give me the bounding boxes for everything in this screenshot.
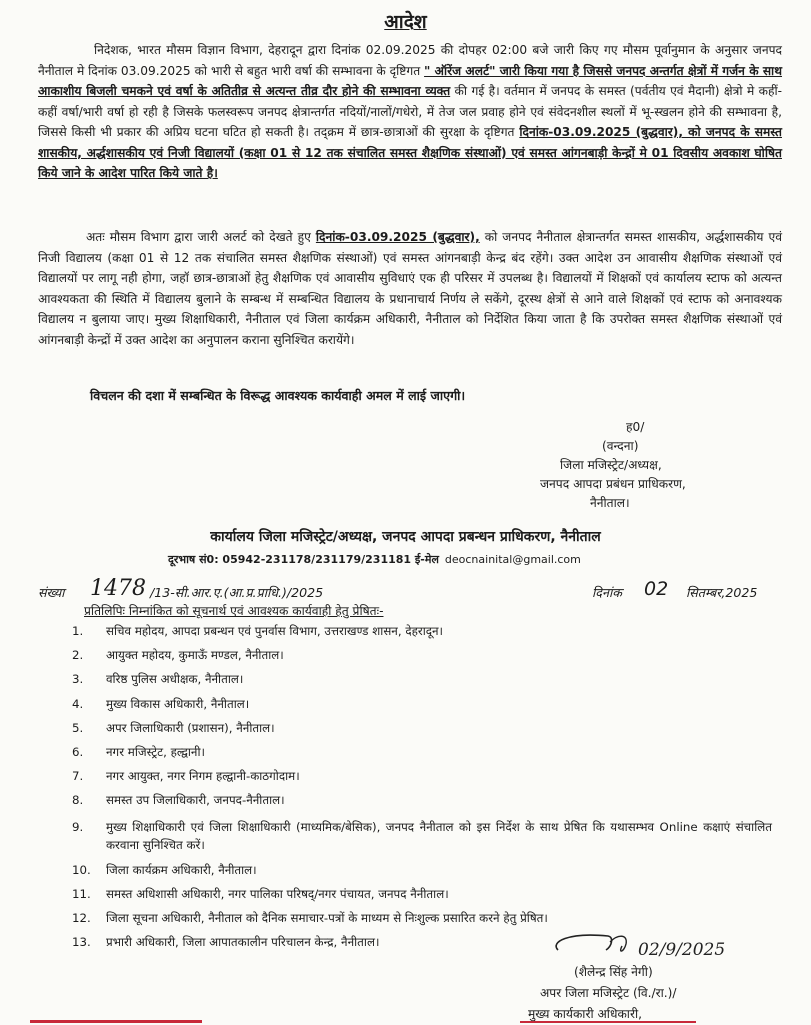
list-item: 7. नगर आयुक्त, नगर निगम हल्द्वानी-काठगोदाम।: [72, 769, 300, 784]
dm-signature-block: [540, 418, 770, 513]
order-paragraph-1: [38, 40, 782, 184]
holiday-declaration: दिनांक-03.09.2025 (बुद्धवार), को जनपद के समस्त शासकीय, अर्द्धशासकीय एवं निजी विद्यालयों (कक्षा 01 से 12 तक संचालित समस्त शैक्षणिक संस्थाओं) एवं समस्त आंगनबाड़ी केन्द्रों मे 01 दिवसीय अवकाश घोषित किये जाने के आदेश पारित किये जाते है।: [38, 125, 782, 180]
list-item: 12. जिला सूचना अधिकारी, नैनीताल को दैनिक समाचार-पत्रों के माध्यम से निःशुल्क प्रसारित करने हेतु प्रेषित।: [72, 911, 548, 926]
handwritten-signature: [548, 928, 778, 964]
list-item: 8. समस्त उप जिलाधिकारी, जनपद-नैनीताल।: [72, 793, 285, 808]
date-month: सितम्बर,2025: [686, 585, 758, 600]
list-item: 3. वरिष्ठ पुलिस अधीक्षक, नैनीताल।: [72, 672, 244, 687]
list-item: 6. नगर मजिस्ट्रेट, हल्द्वानी।: [72, 744, 205, 759]
reference-label: संख्या: [38, 585, 65, 600]
recipient-list: [72, 624, 772, 959]
copy-label: प्रतिलिपिः: [84, 604, 125, 618]
dm-authority: जनपद आपदा प्रबंधन प्राधिकरण,: [540, 477, 686, 491]
order-paragraph-2: [38, 227, 782, 350]
dm-designation: जिला मजिस्ट्रेट/अध्यक्ष,: [560, 458, 662, 472]
reference-code: /13-सी.आर.ए.(आ.प्र.प्राधि.)/2025: [150, 585, 324, 600]
para1-text-3: की गई है। वर्तमान में जनपद के समस्त (पर्वतीय एवं मैदानी) क्षेत्रो मे कहीं-कहीं वर्षा/भारी वर्षा हो रही है जिसके फलस्वरूप जनपद क्षेत्रान्तर्गत नदियों/नालों/गधेरो, में तेज जल प्रवाह होने एवं संवेदनशील स्थलों में भू-स्खलन होने की सम्भावना है, जिससे किसी भी प्रकार की अप्रिय घटना घटित हो सकती है। तद्क्रम में छात्र-छात्राओं की सुरक्षा के दृष्टिगत: [38, 84, 782, 139]
adm-signature-block: [528, 962, 788, 1025]
list-item: 11. समस्त अधिशासी अधिकारी, नगर पालिका परिषद्/नगर पंचायत, जनपद नैनीताल।: [72, 886, 449, 901]
list-item: 9. मुख्य शिक्षाधिकारी एवं जिला शिक्षाधिकारी (माध्यमिक/बेसिक), जनपद नैनीताल को इस निर्देश के साथ प्रेषित कि यथासम्भव Online कक्षाएं संचालित करवाना सुनिश्चित करें।: [72, 819, 772, 852]
date-day: 02: [644, 578, 669, 600]
red-mark-left: [30, 1020, 202, 1023]
para2-text-1: अतः मौसम विभाग द्वारा जारी अलर्ट को देखते हुए: [86, 230, 316, 244]
para2-text-3: को जनपद नैनीताल क्षेत्रान्तर्गत समस्त शासकीय, अर्द्धशासकीय एवं निजी विद्यालय (कक्षा 01 से 12 तक संचालित समस्त शैक्षणिक संस्थाओं) एवं समस्त आंगनबाड़ी केन्द्र बंद रहेंगे। उक्त आदेश उन आवासीय शैक्षणिक संस्थाओं एवं विद्यालयों पर लागू नही होगा, जहॉ छात्र-छात्राओं हेतु शैक्षणिक एवं आवासीय सुविधाएं एक ही परिसर में उपलब्ध है। विद्यालयों में शिक्षकों एवं कार्यालय स्टाफ को अत्यन्त आवश्यकता की स्थिति में विद्यालय बुलाने के सम्बन्ध में सम्बन्धित विद्यालय के प्रधानाचार्य निर्णय ले सकेंगे, दूरस्थ क्षेत्रों से आने वाले शिक्षकों एवं स्टाफ को अनावश्यक विद्यालय न बुलाया जाए। मुख्य शिक्षाधिकारी, नैनीताल एवं जिला कार्यक्रम अधिकारी, नैनीताल को निर्देशित किया जाता है कि उपरोक्त समस्त शैक्षणिक संस्थाओं एवं आंगनबाड़ी केन्द्रों में उक्त आदेश का अनुपालन कराना सुनिश्चित करायेंगे।: [38, 230, 782, 347]
phone-line: दूरभाष सं0: 05942-231178/231179/231181 ई-मेल: [168, 553, 439, 566]
date-label: दिनांक: [592, 585, 622, 600]
email-address: deocnainital@gmail.com: [444, 553, 581, 566]
adm-designation: अपर जिला मजिस्ट्रेट (वि./रा.)/: [540, 986, 677, 1000]
holiday-date: दिनांक-03.09.2025 (बुद्धवार),: [315, 230, 480, 244]
signature-date: 02/9/2025: [638, 940, 726, 960]
reference-line: [38, 578, 778, 604]
adm-role: मुख्य कार्यकारी अधिकारी,: [528, 1007, 642, 1021]
red-mark-right: [520, 1021, 696, 1023]
list-item: 10. जिला कार्यक्रम अधिकारी, नैनीताल।: [72, 862, 257, 877]
list-item: 4. मुख्य विकास अधिकारी, नैनीताल।: [72, 696, 250, 711]
reference-number: 1478: [90, 576, 146, 601]
signed-mark: ह0/: [626, 420, 645, 434]
list-item: 5. अपर जिलाधिकारी (प्रशासन), नैनीताल।: [72, 720, 275, 735]
order-title: आदेश: [384, 11, 427, 33]
office-heading: कार्यालय जिला मजिस्ट्रेट/अध्यक्ष, जनपद आपदा प्रबन्धन प्राधिकरण, नैनीताल: [210, 529, 601, 545]
list-item: 1. सचिव महोदय, आपदा प्रबन्धन एवं पुनर्वास विभाग, उत्तराखण्ड शासन, देहरादून।: [72, 624, 444, 638]
dm-name: (वन्दना): [602, 439, 639, 453]
orange-alert-text: " ऑरेंज अलर्ट" जारी किया गया है जिससे जनपद अन्तर्गत क्षेत्रों में गर्जन के साथ आकाशीय बिजली चमकने एवं वर्षा के अतितीव्र से अत्यन्त तीव्र दौर होने की सम्भावना व्यक्त: [38, 63, 783, 98]
dm-location: नैनीताल।: [590, 496, 630, 510]
office-contact: [168, 552, 581, 567]
copy-text: निम्नांकित को सूचनार्थ एवं आवश्यक कार्यवाही हेतु प्रेषितः-: [125, 604, 384, 618]
order-paragraph-3: विचलन की दशा में सम्बन्धित के विरूद्ध आवश्यक कार्यवाही अमल में लाई जाएगी।: [90, 388, 466, 403]
para1-text-1: निदेशक, भारत मौसम विज्ञान विभाग, देहरादून द्वारा दिनांक 02.09.2025 की दोपहर 02:00 बजे जारी किए गए मौसम पूर्वानुमान के अनुसार जनपद नैनीताल मे दिनांक 03.09.2025 को भारी से बहुत भारी वर्षा की सम्भावना के दृष्टिगत: [38, 43, 782, 78]
adm-name: (शैलेन्द्र सिंह नेगी): [574, 965, 653, 979]
copy-to-line: [84, 602, 383, 619]
list-item: 2. आयुक्त महोदय, कुमाऊँ मण्डल, नैनीताल।: [72, 648, 284, 663]
list-item: 13. प्रभारी अधिकारी, जिला आपातकालीन परिचालन केन्द्र, नैनीताल।: [72, 935, 380, 950]
